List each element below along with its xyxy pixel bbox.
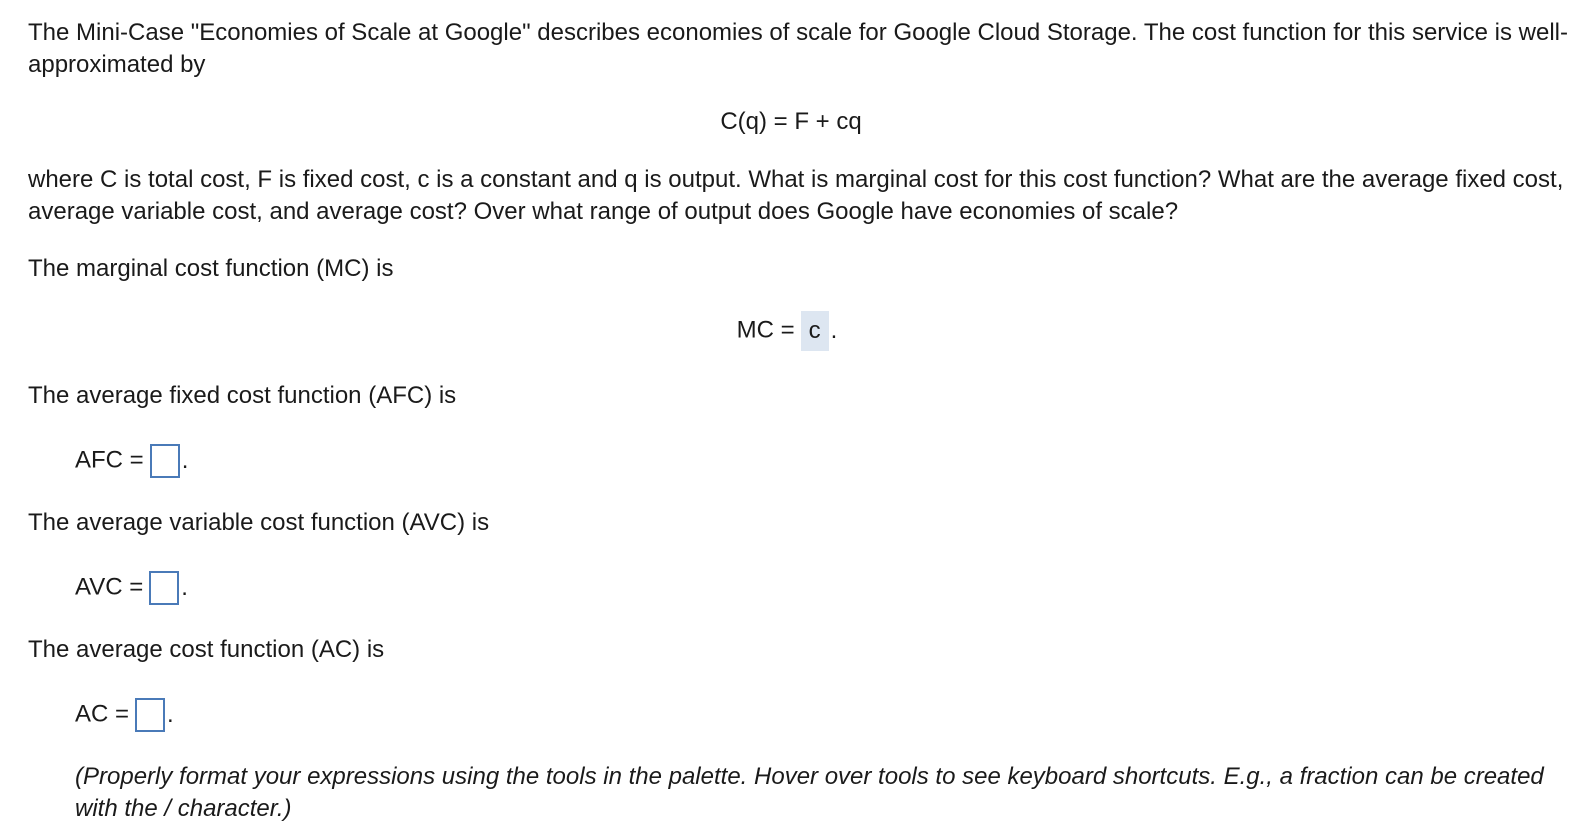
afc-equation-row (75, 440, 188, 481)
avc-answer-box[interactable] (149, 571, 179, 605)
ac-answer-box[interactable] (135, 698, 165, 732)
avc-period: . (181, 573, 188, 601)
question-text: where C is total cost, F is fixed cost, c is a constant and q is output. What is marginal cost for this cost function? What are the average fixed cost, average variable cost, and average cost? Over what range of output does Google have economies of scale? (28, 166, 1564, 225)
ac-label: AC = (75, 700, 130, 728)
formatting-note: (Properly format your expressions using the tools in the palette. Hover over tools to see keyboard shortcuts. E.g., a fraction can be created with the / character.) (75, 763, 1544, 822)
avc-label: AVC = (75, 573, 144, 601)
afc-prompt: The average fixed cost function (AFC) is (28, 382, 457, 409)
mc-period: . (830, 316, 838, 344)
mc-label: MC = (736, 316, 795, 344)
mc-equation-row (0, 310, 1578, 351)
mc-prompt: The marginal cost function (MC) is (28, 255, 394, 282)
afc-period: . (181, 446, 189, 474)
avc-prompt: The average variable cost function (AVC) is (28, 509, 490, 536)
ac-prompt: The average cost function (AC) is (28, 636, 385, 663)
avc-equation-row (75, 567, 188, 608)
afc-label: AFC = (75, 446, 144, 474)
cost-function-equation: C(q) = F + cq (720, 108, 862, 135)
ac-period: . (167, 700, 174, 728)
intro-text: The Mini-Case "Economies of Scale at Google" describes economies of scale for Google Cloud Storage. The cost function for this service is well-approximated by (28, 19, 1568, 78)
mc-answer-field[interactable]: c (801, 311, 829, 351)
afc-answer-box[interactable] (150, 444, 180, 478)
ac-equation-row (75, 694, 174, 735)
